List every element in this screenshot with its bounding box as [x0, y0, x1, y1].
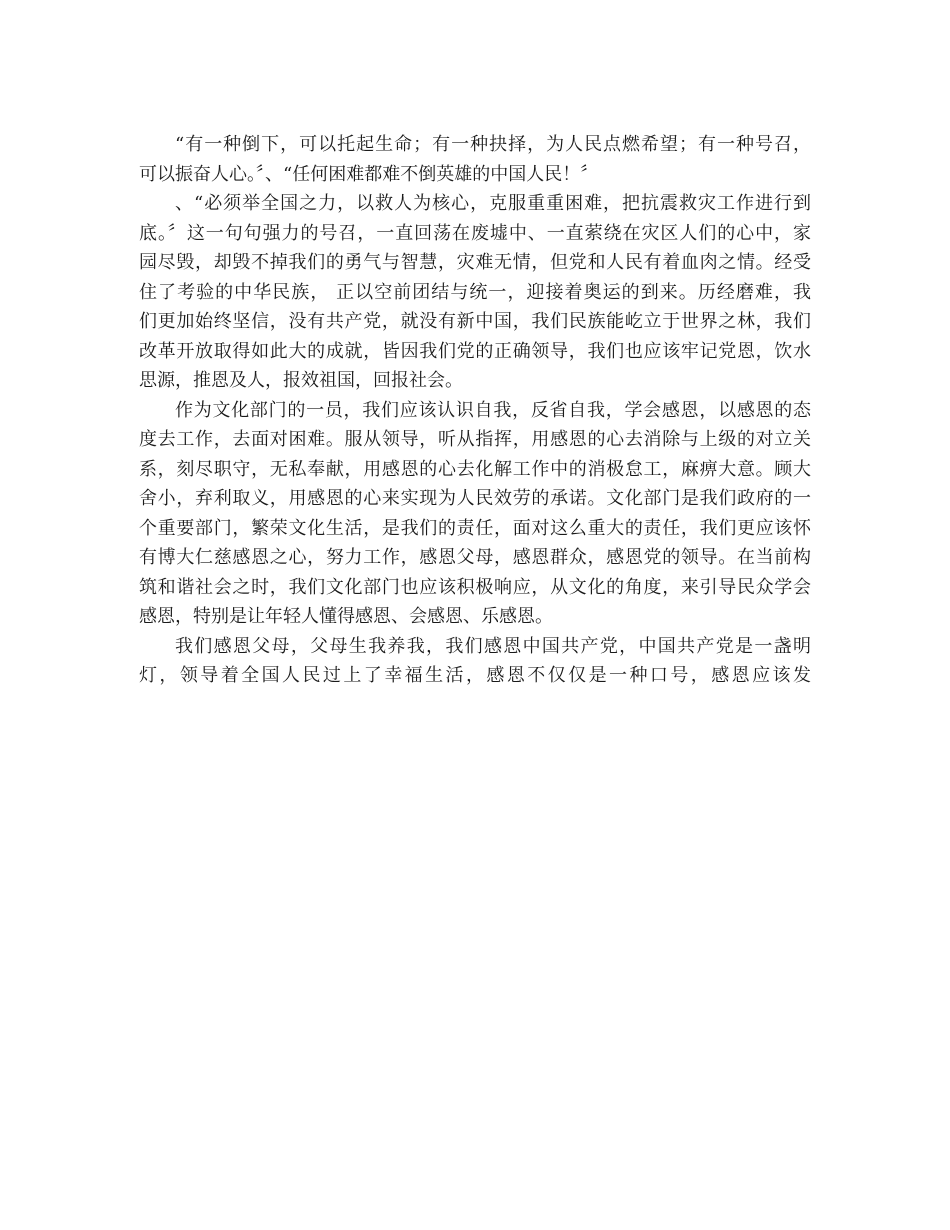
- text-line: 园尽毁，却毁不掉我们的勇气与智慧，灾难无情，但党和人民有着血肉之情。经受: [139, 252, 811, 273]
- text-line: 住了考验的中华民族， 正以空前团结与统一，迎接着奥运的到来。历经磨难，我: [139, 281, 811, 303]
- text-line: 思源，推恩及人，报效祖国，回报社会。: [139, 370, 463, 391]
- text-line: 有博大仁慈感恩之心，努力工作，感恩父母，感恩群众，感恩党的领导。在当前构: [139, 547, 811, 568]
- text-line: 作为文化部门的一员，我们应该认识自我，反省自我，学会感恩，以感恩的态: [175, 399, 811, 421]
- text-line: 们更加始终坚信，没有共产党，就没有新中国，我们民族能屹立于世界之林，我们: [139, 311, 811, 332]
- paragraph-4: [139, 632, 811, 691]
- text-line: 底。〞这一句句强力的号召，一直回荡在废墟中、一直萦绕在灾区人们的心中，家: [139, 222, 811, 244]
- text-line: 灯，领导着全国人民过上了幸福生活，感恩不仅仅是一种口号，感恩应该发: [139, 665, 811, 686]
- text-line: 改革开放取得如此大的成就，皆因我们党的正确领导，我们也应该牢记党恩，饮水: [139, 340, 811, 362]
- paragraph-1: [139, 130, 811, 189]
- text-line: 、“必须举全国之力，以救人为核心，克服重重困难，把抗震救灾工作进行到: [175, 193, 811, 214]
- text-line: 筑和谐社会之时，我们文化部门也应该积极响应，从文化的角度，来引导民众学会: [139, 576, 811, 598]
- text-line: 感恩，特别是让年轻人懂得感恩、会感恩、乐感恩。: [139, 606, 553, 627]
- text-line: 我们感恩父母，父母生我养我，我们感恩中国共产党，中国共产党是一盏明: [175, 635, 811, 657]
- text-line: 系，刻尽职守，无私奉献，用感恩的心去化解工作中的消极怠工，麻痹大意。顾大: [139, 458, 811, 480]
- text-line: 舍小，弃利取义，用感恩的心来实现为人民效劳的承诺。文化部门是我们政府的一: [139, 488, 811, 509]
- paragraph-2: [139, 189, 811, 396]
- text-line: 度去工作，去面对困难。服从领导，听从指挥，用感恩的心去消除与上级的对立关: [139, 429, 811, 450]
- document-body: [139, 130, 811, 691]
- text-line: 个重要部门，繁荣文化生活，是我们的责任，面对这么重大的责任，我们更应该怀: [139, 517, 811, 539]
- text-line: 可以振奋人心。〞、“任何困难都难不倒英雄的中国人民！〞: [139, 163, 599, 185]
- paragraph-3: [139, 396, 811, 632]
- text-line: “有一种倒下，可以托起生命；有一种抉择，为人民点燃希望；有一种号召，: [175, 134, 811, 155]
